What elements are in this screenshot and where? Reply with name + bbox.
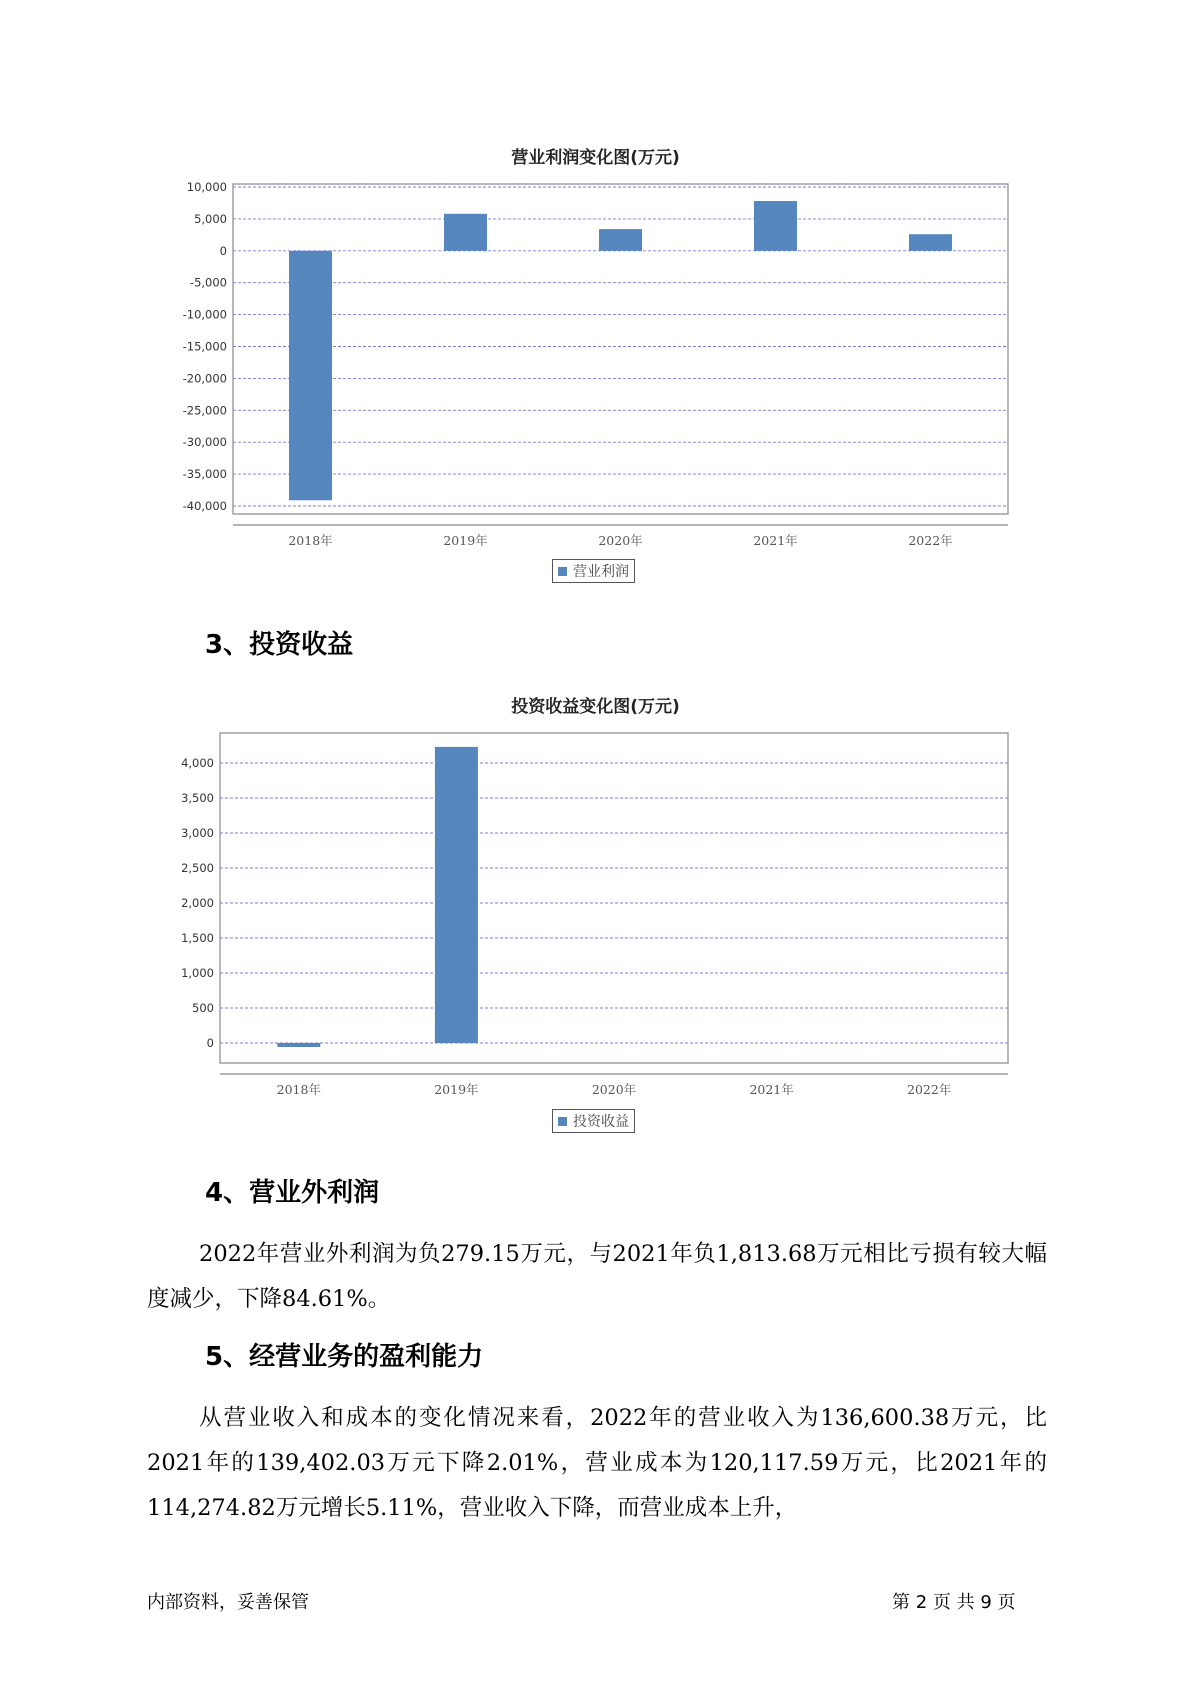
y-tick-label: 2,000: [181, 896, 214, 910]
chart1-title: 营业利润变化图(万元): [511, 148, 680, 168]
heading-profitability: 5、经营业务的盈利能力: [205, 1342, 484, 1372]
heading-investment-income: 3、投资收益: [205, 630, 354, 660]
y-tick-label: 0: [219, 243, 227, 258]
y-tick-label: -20,000: [182, 371, 227, 386]
x-tick-label: 2018年: [288, 533, 333, 548]
y-tick-label: -30,000: [182, 435, 227, 450]
y-tick-label: 5,000: [194, 211, 227, 226]
paragraph-profitability: 从营业收入和成本的变化情况来看，2022年的营业收入为136,600.38万元，比2021年的139,402.03万元下降2.01%，营业成本为120,117.59万元，比2021年的114,274.82万元增长5.11%，营业收入下降，而营业成本上升，: [147, 1405, 1047, 1521]
y-tick-label: -25,000: [182, 403, 227, 418]
y-tick-label: -5,000: [189, 275, 227, 290]
x-tick-label: 2018年: [276, 1082, 321, 1097]
footer-confidential-note: 内部资料，妥善保管: [147, 1592, 309, 1613]
y-tick-label: -15,000: [182, 339, 227, 354]
y-tick-label: 3,500: [181, 791, 214, 805]
x-tick-label: 2021年: [753, 533, 798, 548]
footer-page-number: 第 2 页 共 9 页: [892, 1592, 1016, 1613]
chart2-title: 投资收益变化图(万元): [511, 697, 680, 717]
x-tick-label: 2021年: [749, 1082, 794, 1097]
y-tick-label: 2,500: [181, 861, 214, 875]
y-tick-label: 500: [192, 1001, 214, 1015]
x-tick-label: 2022年: [907, 1082, 952, 1097]
heading-non-operating-profit: 4、营业外利润: [205, 1178, 380, 1208]
y-tick-label: -10,000: [182, 307, 227, 322]
x-tick-label: 2019年: [434, 1082, 479, 1097]
x-tick-label: 2022年: [908, 533, 953, 548]
y-tick-label: 10,000: [186, 180, 227, 194]
x-tick-label: 2020年: [591, 1082, 637, 1097]
chart2-legend-label: 投资收益: [573, 1114, 629, 1130]
y-tick-label: -40,000: [182, 499, 227, 513]
y-tick-label: 1,500: [181, 931, 214, 945]
bar: [435, 747, 478, 1043]
y-tick-label: -35,000: [182, 467, 227, 482]
chart2-legend: [552, 1109, 635, 1133]
plot-area: [220, 733, 1008, 1063]
y-tick-label: 4,000: [181, 756, 214, 770]
y-tick-label: 1,000: [181, 966, 214, 980]
y-tick-label: 0: [206, 1036, 214, 1050]
x-tick-label: 2019年: [443, 533, 488, 548]
chart1-legend-label: 营业利润: [573, 564, 629, 580]
bar: [277, 1043, 320, 1047]
x-tick-label: 2020年: [598, 533, 643, 548]
y-tick-label: 3,000: [181, 826, 214, 840]
paragraph-non-operating-profit: 2022年营业外利润为负279.15万元，与2021年负1,813.68万元相比亏损有较大幅度减少，下降84.61%。: [147, 1241, 1047, 1312]
legend-swatch-icon: [558, 1117, 567, 1126]
